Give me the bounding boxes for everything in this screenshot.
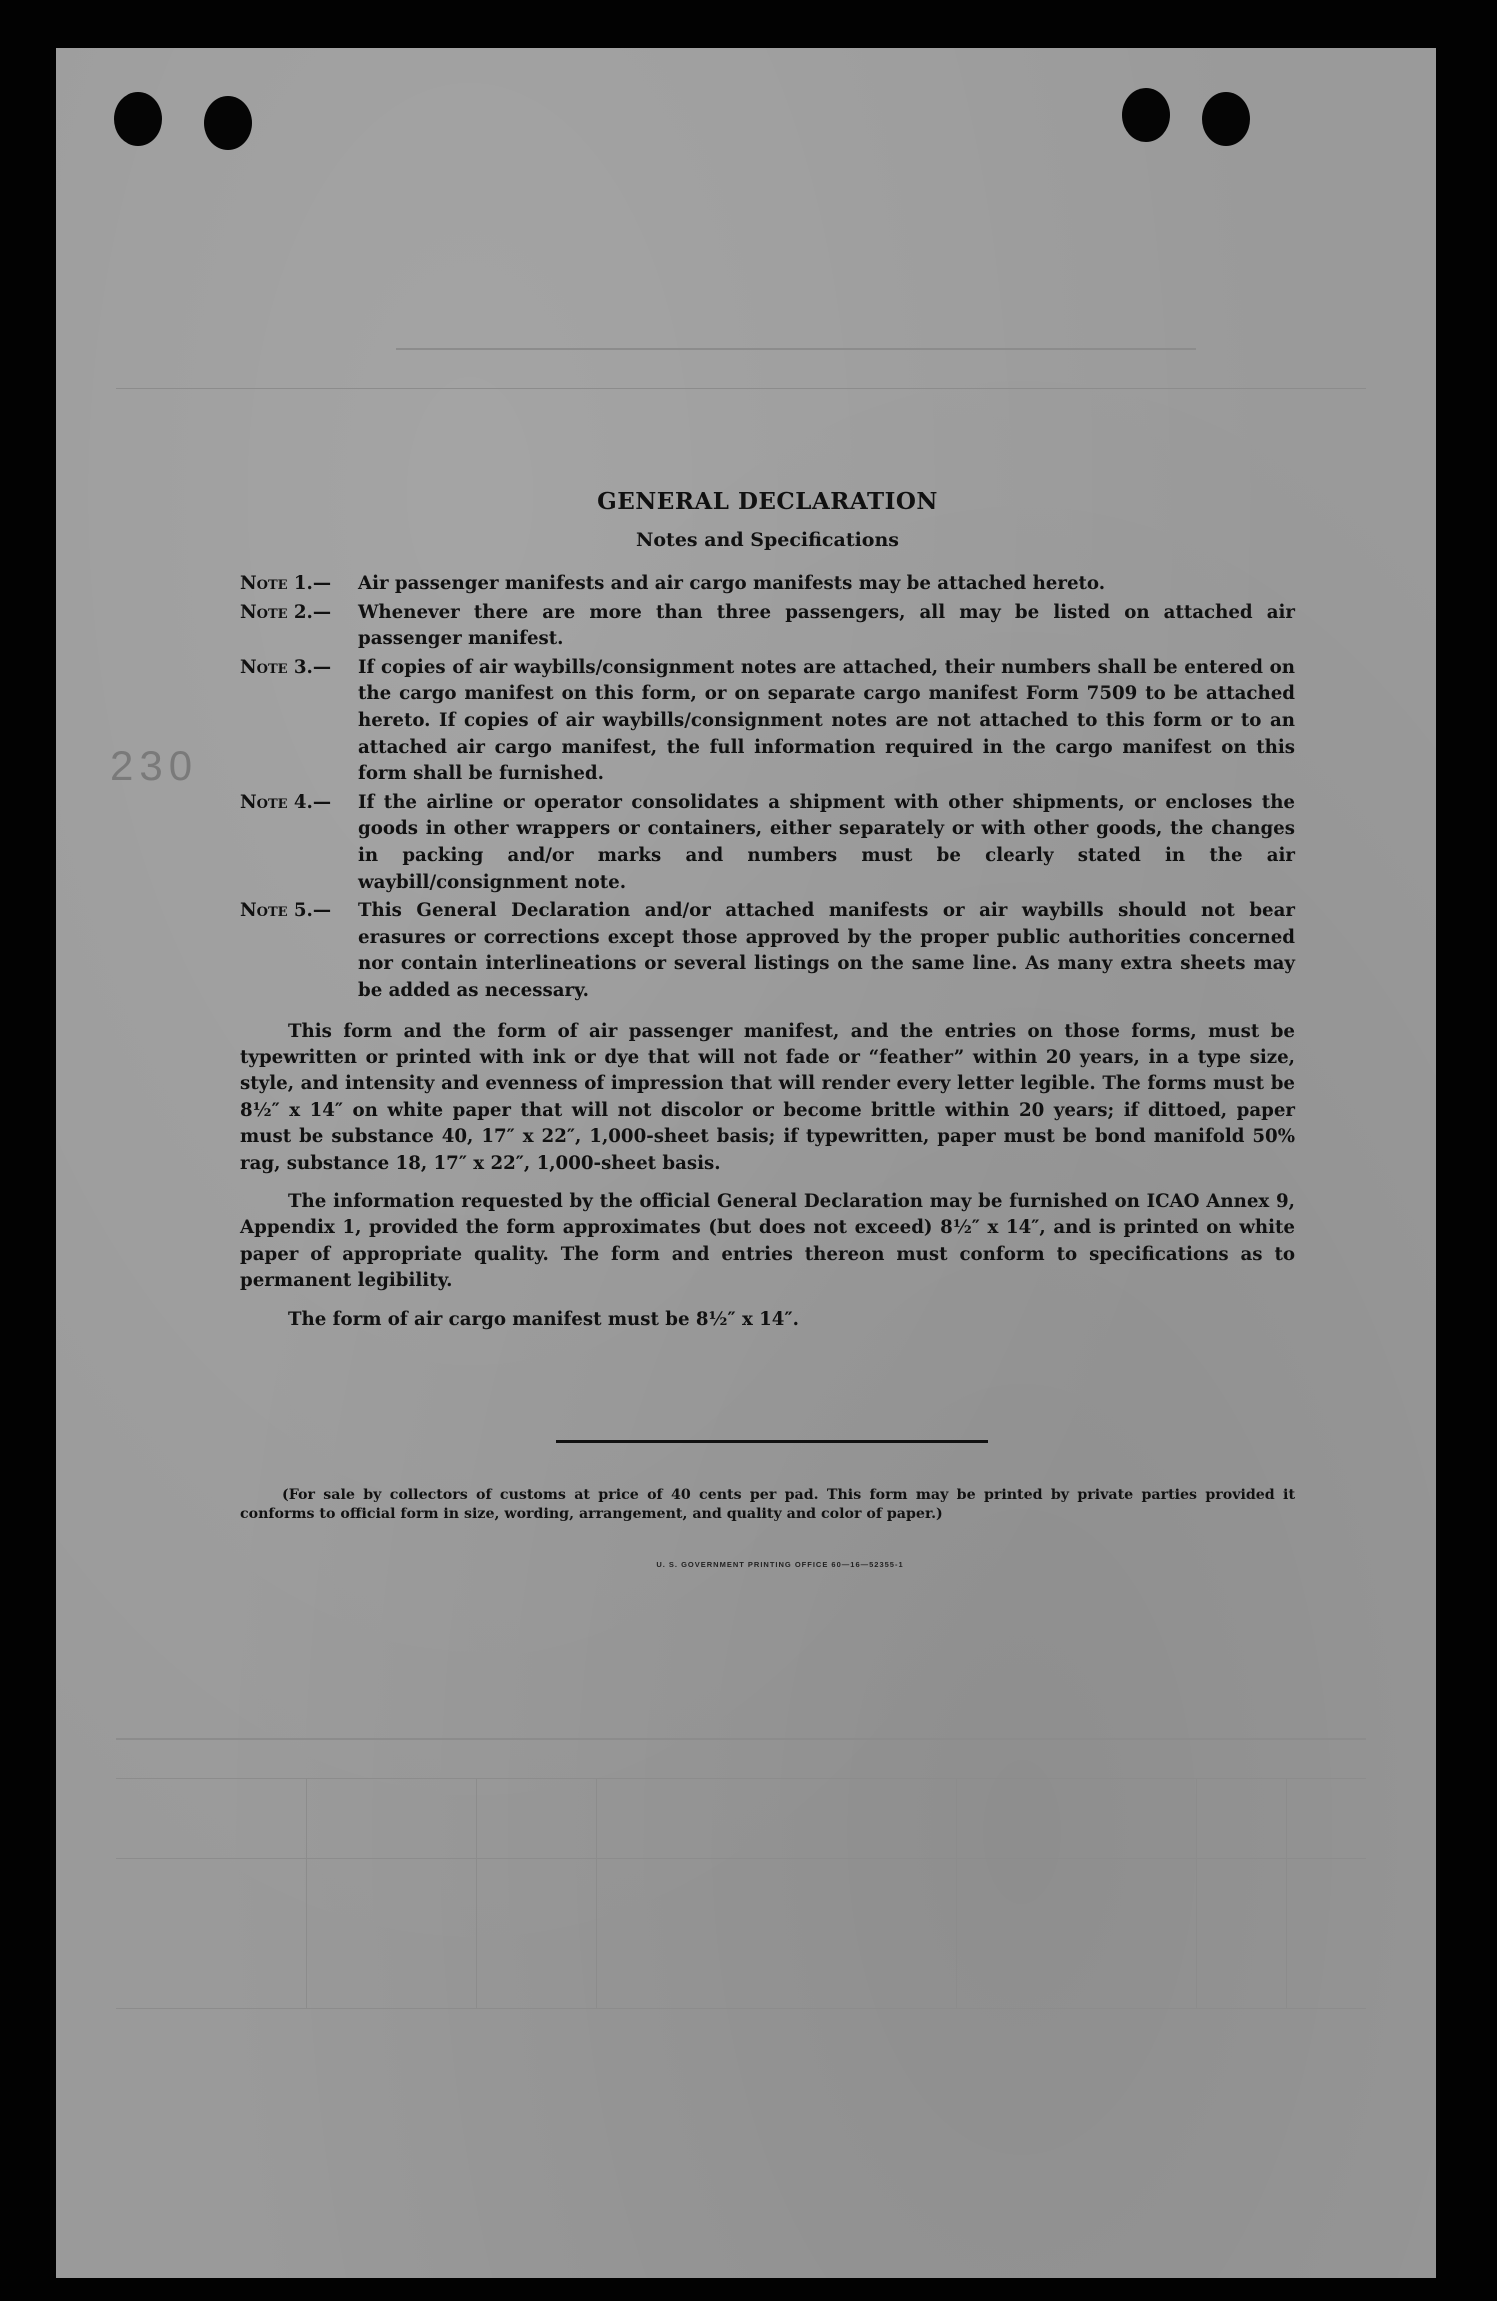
specification-paragraph: The form of air cargo manifest must be 8½″ x 14″.: [288, 1308, 799, 1330]
bleed-through-line: [116, 1738, 1366, 1740]
bleed-through-line: [1196, 1778, 1197, 2008]
note-item: [240, 600, 1295, 653]
note-text: This General Declaration and/or attached manifests or air waybills should not bear erasures or corrections except those approved by the proper public authorities concerned nor contain interlineations or several listings on the same line. As many extra sheets may be added as necessary.: [358, 900, 1295, 1001]
note-label: Note 3.—: [240, 656, 332, 678]
note-label: Note 5.—: [240, 900, 332, 922]
punch-hole-left-1: [114, 92, 162, 146]
notes-list: [240, 571, 1295, 1005]
punch-hole-right-1: [1122, 88, 1170, 142]
bleed-through-line: [476, 1778, 477, 2008]
sale-note: (For sale by collectors of customs at price of 40 cents per pad. This form may be printed by private parties provided it conforms to official form in size, wording, arrangement, and quality and color of paper.): [240, 1487, 1295, 1522]
note-item: [240, 790, 1295, 896]
punch-hole-left-2: [204, 96, 252, 150]
punch-hole-right-2: [1202, 92, 1250, 146]
bleed-through-line: [396, 348, 1196, 350]
page-title: GENERAL DECLARATION: [597, 488, 938, 515]
stamp-number: 230: [110, 742, 199, 789]
note-label: Note 2.—: [240, 601, 332, 623]
bleed-through-line: [306, 1778, 307, 2008]
note-item: [240, 898, 1295, 1004]
printing-office-line: U. S. GOVERNMENT PRINTING OFFICE 60—16—52355-1: [656, 1560, 904, 1569]
bleed-through-line: [116, 2008, 1366, 2009]
bleed-through-line: [116, 1858, 1366, 1859]
bleed-through-line: [956, 1778, 957, 2008]
bleed-through-line: [1286, 1778, 1287, 2008]
note-text: Whenever there are more than three passengers, all may be listed on attached air passenger manifest.: [358, 601, 1295, 650]
specification-paragraph: This form and the form of air passenger manifest, and the entries on those forms, must be typewritten or printed with ink or dye that will not fade or “feather” within 20 years, in a type size, style, and intensity and evenness of impression that will render every letter legible. The forms must be 8½″ x 14″ on white paper that will not discolor or become brittle within 20 years; if dittoed, paper must be substance 40, 17″ x 22″, 1,000-sheet basis; if typewritten, paper must be bond manifold 50% rag, substance 18, 17″ x 22″, 1,000-sheet basis.: [240, 1020, 1295, 1174]
note-label: Note 4.—: [240, 791, 332, 813]
declaration-notes-section: [240, 488, 1295, 1333]
specification-paragraph: The information requested by the official General Declaration may be furnished on ICAO Annex 9, Appendix 1, provided the form approximates (but does not exceed) 8½″ x 14″, and is printed on white paper of appropriate quality. The form and entries thereon must conform to specifications as to permanent legibility.: [240, 1190, 1295, 1292]
note-text: Air passenger manifests and air cargo manifests may be attached hereto.: [358, 573, 1106, 594]
note-text: If the airline or operator consolidates a shipment with other shipments, or encloses the goods in other wrappers or containers, either separately or with other goods, the changes in packing and/or marks and numbers must be clearly stated in the air waybill/consignment note.: [358, 791, 1295, 893]
note-item: [240, 571, 1295, 598]
note-label: Note 1.—: [240, 573, 332, 594]
page-subtitle: Notes and Specifications: [636, 529, 899, 551]
note-text: If copies of air waybills/consignment notes are attached, their numbers shall be entered on the cargo manifest on this form, or on separate cargo manifest Form 7509 to be attached hereto. If copies of air waybills/consignment notes are not attached to this form or to an attached air cargo manifest, the full information required in the cargo manifest on this form shall be furnished.: [358, 656, 1295, 785]
bleed-through-line: [116, 388, 1366, 389]
divider-rule: [556, 1440, 988, 1443]
bleed-through-line: [116, 1778, 1366, 1779]
note-item: [240, 655, 1295, 788]
bleed-through-line: [596, 1778, 597, 2008]
